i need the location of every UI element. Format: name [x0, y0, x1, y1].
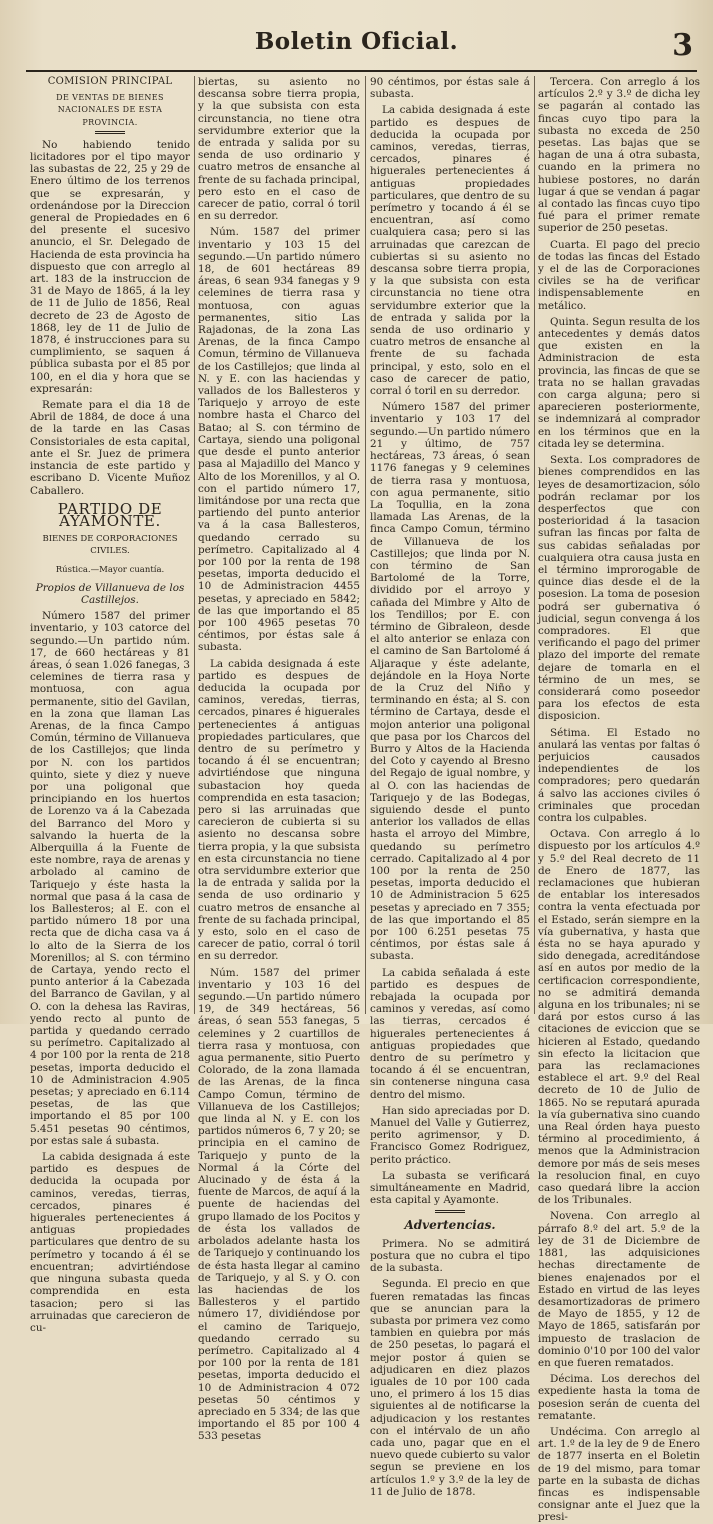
masthead [0, 0, 713, 72]
column-2 [198, 76, 360, 1443]
advertencia-primera: Primera. No se admitirá postura que no cubra el tipo de la subasta. [370, 1237, 530, 1275]
lot-21-paragraph: Número 1587 del primer inventario y 103 17 del segundo.—Un partido número 21 y último, de 757 hectáreas, 73 áreas, ó sean 1176 fanegas y 9 celemines de tierra rasa y montuosa, con agua permanente, sitio La Toqullia, en la zona llamada Las Arenas, de la finca Campo Comun, término de Villanueva de los Castillejos; que linda por N. con término de San Bartolomé de la Torre, dividido por el arroyo y cañada del Mimbre y Alto de los Tendillos; por E. con término de Gibraleon, desde el alto anterior se enlaza con el camino de San Bartolomé á Aljaraque y éste adelante, dejándole en la Hoya Norte de la Cruz del Niño y terminando en ésta; al S. con término de Cartaya, desde el mojon anterior una poligonal que pasa por los Charcos del Burro y Altos de la Hacienda del Coto y cayendo al Bresno del Regajo de igual nombre, y al O. con las haciendas de Tariquejo y de las Bodegas, siguiendo desde el punto anterior los vallados de ellas hasta el arroyo del Mimbre, quedando su perímetro cerrado. Capitalizado al 4 por 100 por la renta de 250 pesetas, importa deducido el 10 de Administracion 5 625 pesetas y apreciado en 7 355; de las que importando el 85 por 100 6.251 pesetas 75 céntimos, por éstas sale á subasta. [370, 401, 530, 963]
column-4 [538, 76, 700, 1524]
advertencia-segunda: Segunda. El precio en que fueren rematadas las fincas que se anuncian para la subasta por primera vez como tambien en quiebra por más de 250 pesetas, lo pagará el mejor postor á quien se adjudicaren en diez plazos iguales de 10 por 100 cada uno, el primero á los 15 dias siguientes al de notificarse la adjudicacion y los restantes con el intérvalo de un año cada uno, pagar que en el nuevo quede cubierto su valor segun se previene en los artículos 1.º y 3.º de la ley de 11 de Julio de 1878. [370, 1278, 530, 1498]
announcement-paragraph: No habiendo tenido licitadores por el tipo mayor las subastas de 22, 25 y 29 de Enero último de los terrenos que se expresarán, y ordenándose por la Direccion general de Propiedades en 6 del presente el sucesivo anuncio, el Sr. Delegado de Hacienda de esta provincia ha dispuesto que con arreglo al art. 183 de la instruccion de 31 de Mayo de 1865, á la ley de 11 de Julio de 1856, Real decreto de 23 de Agosto de 1868, ley de 11 de Julio de 1878, é instrucciones para su cumplimiento, se saquen á pública subasta por el 85 por 100, en el dia y hora que se expresarán: [30, 138, 190, 395]
simultaneous-paragraph: La subasta se verificará simultáneamente en Madrid, esta capital y Ayamonte. [370, 1169, 530, 1207]
bienes-heading: BIENES DE CORPORACIONES CIVILES. [42, 534, 178, 557]
advertencia-sexta: Sexta. Los compradores de bienes comprendidos en las leyes de desamortizacion, sólo podrán reclamar por los desperfectos que con posterioridad á la tasacion sufran las fincas por falta de sus cabidas señaladas por cualquiera otra causa justa en el término improrogable de quince dias desde el de la posesion. La toma de posesion podrá ser gubernativa ó judicial, segun convenga á los compradores. El que verificando el pago del primer plazo del importe del remate dejare de tomarla en el término de un mes, se considerará como poseedor para los efectos de esta disposicion. [538, 454, 700, 723]
appraisers-paragraph: Han sido apreciadas por D. Manuel del Valle y Gutierrez, perito agrimensor, y D. Francisco Gomez Rodriguez, perito práctico. [370, 1104, 530, 1166]
column-1 [30, 76, 190, 1334]
advertencia-tercera: Tercera. Con arreglo á los artículos 2.º y 3.º de dicha ley se pagarán al contado las fincas cuyo tipo para la subasta no exceda de 250 pesetas. Las bajas que se hagan de una á otra subasta, cuando en la primera no hubiese postores, no darán lugar á que se vendan á pagar al contado las fincas cuyo tipo fué para el primer remate superior de 250 pesetas. [538, 76, 700, 235]
advertencia-setima: Sétima. El Estado no anulará las ventas por faltas ó perjuicios causados independientes de los compradores; pero quedarán á salvo las acciones civiles ó criminales que procedan contra los culpables. [538, 726, 700, 824]
auction-date-paragraph: Remate para el dia 18 de Abril de 1884, de doce á una de la tarde en las Casas Consistoriales de esta capital, ante el Sr. Juez de primera instancia de este partido y escribano D. Vicente Muñoz Caballero. [30, 399, 190, 497]
continued-paragraph: biertas, su asiento no descansa sobre tierra propia, y la que subsista con esta circunstancia, no tiene otra servidumbre exterior que la de entrada y salida por su senda de uso ordinario y cuatro metros de ensanche al frente de su fachada principal, pero esto en el caso de carecer de patio, corral ó toril en su derredor. [198, 76, 360, 223]
propios-heading: Propios de Villanueva de los Castillejos. [35, 581, 185, 606]
continued-paragraph: 90 céntimos, por éstas sale á subasta. [370, 76, 530, 101]
masthead-rule [26, 70, 697, 72]
gazette-title: Boletin Oficial. [254, 28, 459, 55]
lot-17-paragraph: Número 1587 del primer inventario, y 103 catorce del segundo.—Un partido núm. 17, de 660 hectáreas y 81 áreas, ó sean 1.026 fanegas, 3 celemines de tierra rasa y montuosa, con agua permanente, sitio del Gavilan, en la zona que llaman Las Arenas, de la finca Campo Común, término de Villanueva de los Castillejos; que linda por N. con los partidos quinto, siete y diez y nueve por una poligonal que principiando en los huertos de Lorenzo va á la Cabezada del Barranco del Moro y salvando la huerta de la Alberquilla á la Fuente de este nombre, raya de arenas y arbolado al camino de Tariquejo y éste hasta la normal que pasa á la casa de los Ballesteros; al E. con el partido número 18 por una recta que de dicha casa va á lo alto de la Sierra de los Morenillos; al S. con término de Cartaya, yendo recto el punto anterior á la Cabezada del Barranco de Gavilan, y al O. con la dehesa las Raviras, yendo recto al punto de partida y quedando cerrado su perímetro. Capitalizado al 4 por 100 por la renta de 218 pesetas, importa deducido el 10 de Administracion 4.905 pesetas; y apreciado en 6.114 pesetas, de las que importando el 85 por 100 5.451 pesetas 90 céntimos, por estas sale á subasta. [30, 610, 190, 1147]
commission-subheading: DE VENTAS DE BIENES NACIONALES DE ESTA PROVINCIA. [56, 93, 164, 127]
column-divider-2 [365, 76, 366, 1014]
page-number: 3 [672, 28, 693, 63]
lot-18-paragraph: Núm. 1587 del primer inventario y 103 15 del segundo.—Un partido número 18, de 601 hectáreas 89 áreas, 6 sean 934 fanegas y 9 celemines de tierra rasa y montuosa, con aguas permanentes, sitio Las Rajadonas, de la zona Las Arenas, de la finca Campo Comun, término de Villanueva de los Castillejos; que linda al N. y E. con las haciendas y vallados de los Ballesteros y Tariquejo y arroyo de este nombre hasta el Charco del Batao; al S. con término de Cartaya, siendo una poligonal que desde el punto anterior pasa al Majadillo del Manco y Alto de los Morenillos, y al O. con el partido número 17, limitándose por una recta que partiendo del punto anterior va á la casa Ballesteros, quedando cerrado su perímetro. Capitalizado al 4 por 100 por la renta de 198 pesetas, importa deducido el 10 de Administracion 4455 pesetas, y apreciado en 5842; de las que importando el 85 por 100 4965 pesetas 70 céntimos, por éstas sale á subasta. [198, 226, 360, 654]
lot-18-cabida-paragraph: La cabida designada á este partido es despues de deducida la ocupada por caminos, veredas, tierras, cercados, pinares é higuerales pertenecientes á antiguas propiedades particulares, que dentro de su perímetro y tocando á él se encuentran; advirtiéndose que ninguna subastacion hoy queda comprendida en esta tasacion; pero si las arruinadas que carecieron de cubierta si su asiento no descansa sobre tierra propia, y la que subsista en esta circunstancia no tiene otra servidumbre exterior que la de entrada y salida por la senda de uso ordinario y cuatro metros de ensanche al frente de su fachada principal, y esto, solo en el caso de carecer de patio, corral ó toril en su derredor. [198, 657, 360, 963]
advertencia-quinta: Quinta. Segun resulta de los antecedentes y demás datos que existen en la Administracion de esta provincia, las fincas de que se trata no se hallan gravadas con carga alguna; pero si aparecieren posteriormente, se indemnizará al comprador en los términos que en la citada ley se determina. [538, 315, 700, 450]
advertencia-undecima: Undécima. Con arreglo al art. 1.º de la ley de 9 de Enero de 1877 inserta en el Boletin de 19 del mismo, para tomar parte en la subasta de dichas fincas es indispensable consignar ante el Juez que la presi- [538, 1425, 700, 1524]
partido-heading: PARTIDO DE AYAMONTE. [57, 499, 163, 530]
advertencia-cuarta: Cuarta. El pago del precio de todas las fincas del Estado y el de las de Corporaciones civiles se ha de verificar indispensablemente en metálico. [538, 238, 700, 312]
column-divider-3 [534, 76, 535, 1014]
advertencia-octava: Octava. Con arreglo á lo dispuesto por los artículos 4.º y 5.º del Real decreto de 11 de Enero de 1877, las reclamaciones que hubieran de entablar los interesados contra la venta efectuada por el Estado, serán siempre en la vía gubernativa, y hasta que ésta no se haya apurado y sido denegada, acreditándose así en autos por medio de la certificacion correspondiente, no se admitirá demanda alguna en los tribunales; ni se dará por estos curso á las citaciones de eviccion que se hicieren al Estado, quedando sin efecto la licitacion que para las reclamaciones establece el art. 9.º del Real decreto de 10 de Julio de 1865. No se reputará apurada la vía gubernativa sino cuando una Real órden haya puesto término al procedimiento, á menos que la Administracion demore por más de seis meses la resolucion final, en cuyo caso quedará libre la accion de los Tribunales. [538, 828, 700, 1207]
ornament-rule [435, 1210, 465, 1213]
ornament-rule [95, 131, 125, 134]
lot-19-cabida-paragraph: La cabida designada á este partido es despues de deducida la ocupada por caminos, veredas, tierras, cercados, pinares é higuerales pertenecientes á antiguas propiedades particulares, que dentro de su perímetro y tocando á él se encuentran, así como cualquiera casa; pero si las arruinadas que carezcan de cubiertas si su asiento no descansa sobre tierra propia, y la que subsista con esta circunstancia no tiene otra servidumbre exterior que la de entrada y salida por la senda de uso ordinario y cuatro metros de ensanche al frente de su fachada principal, y esto, solo en el caso de carecer de patio, corral ó toril en su derredor. [370, 104, 530, 398]
lot-17-cabida-paragraph: La cabida designada á este partido es despues de deducida la ocupada por caminos, veredas, tierras, cercados, pinares é higuerales pertenecientes á antiguas propiedades particulares que dentro de su perímetro y tocando á él se encuentran; advirtiéndose que ninguna subasta queda comprendida en esta tasacion; pero si las arruinadas que carecieron de cu- [30, 1151, 190, 1334]
column-3 [370, 76, 530, 1498]
lot-19-paragraph: Núm. 1587 del primer inventario y 103 16 del segundo.—Un partido número 19, de 349 hectáreas, 56 áreas, ó sean 553 fanegas, 5 celemines y 2 cuartillos de tierra rasa y montuosa, con agua permanente, sitio Puerto Colorado, de la zona llamada de las Arenas, de la finca Campo Comun, término de Villanueva de los Castillejos; que linda al N. y E. con los partidos números 6, 7 y 20; se principia en el camino de Tariquejo y punto de la Normal á la Córte del Alucinado y de ésta á la fuente de Marcos, de aquí á la puente de haciendas del grupo llamado de los Pocitos y de ésta los vallados de arbolados adelante hasta los de Tariquejo y continuando los de ésta hasta llegar al camino de Tariquejo, y al S. y O. con las haciendas de los Ballesteros y el partido número 17, dividiéndose por el camino de Tariquejo, quedando cerrado su perímetro. Capitalizado al 4 por 100 por la renta de 181 pesetas, importa deducido el 10 de Administracion 4 072 pesetas 50 céntimos y apreciado en 5 334; de las que importando el 85 por 100 4 533 pesetas [198, 966, 360, 1443]
advertencias-heading: Advertencias. [404, 1218, 496, 1233]
advertencia-decima: Décima. Los derechos del expediente hasta la toma de posesion serán de cuenta del rematante. [538, 1373, 700, 1422]
lot-21-cabida-paragraph: La cabida señalada á este partido es despues de rebajada la ocupada por caminos y veredas, así como las tierras, cercados é higuerales pertenecientes á antiguas propiedades que dentro de su perímetro y tocando á él se encuentran, sin contenerse ninguna casa dentro del mismo. [370, 966, 530, 1101]
column-divider-1 [194, 76, 195, 1014]
commission-heading: COMISION PRINCIPAL [47, 76, 173, 87]
rustica-heading: Rústica.—Mayor cuantía. [55, 564, 165, 575]
advertencia-novena: Novena. Con arreglo al párrafo 8.º del art. 5.º de la ley de 31 de Diciembre de 1881, las adquisiciones hechas directamente de bienes enajenados por el Estado en virtud de las leyes desamortizadoras de primero de Mayo de 1855, y 12 de Mayo de 1865, satisfarán por impuesto de traslacion de dominio 0'10 por 100 del valor en que fueren rematados. [538, 1210, 700, 1369]
